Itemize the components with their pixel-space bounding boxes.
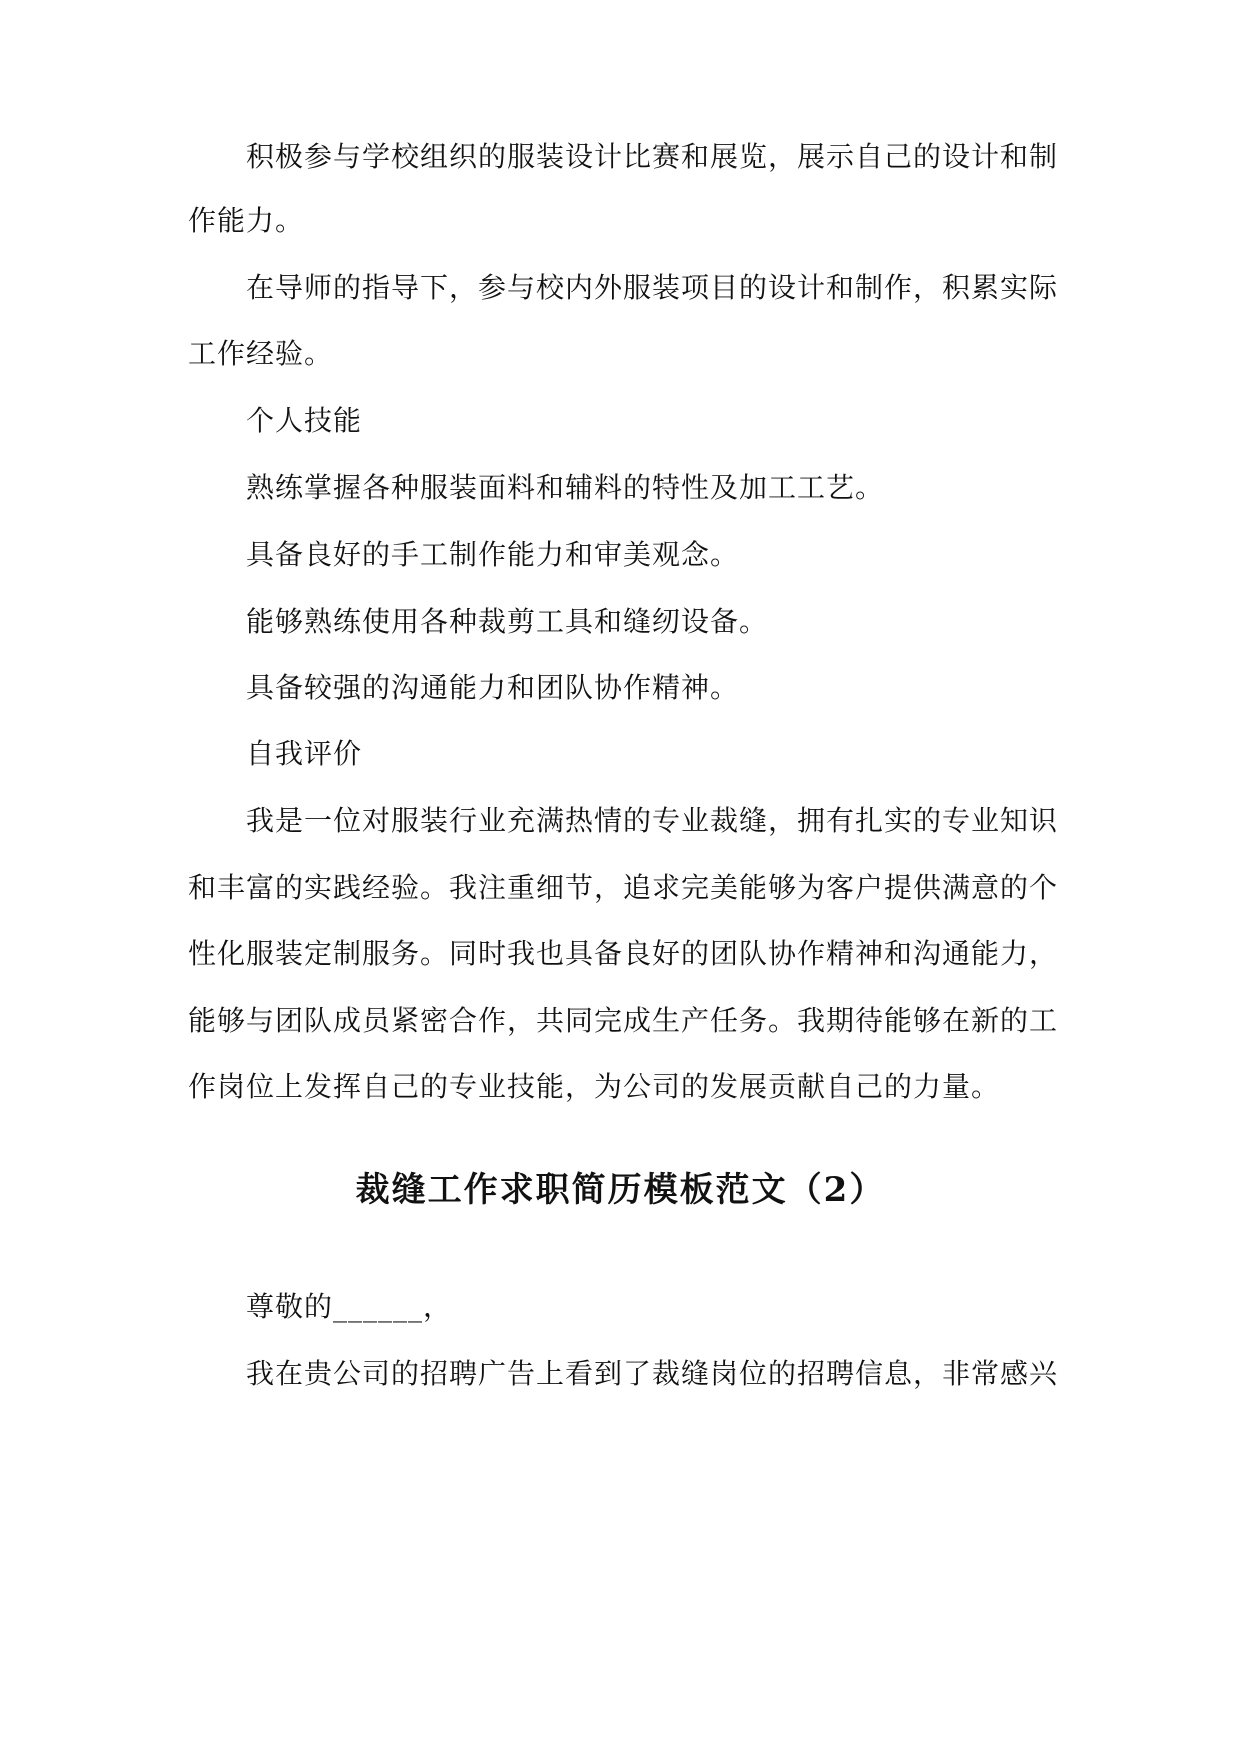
paragraph-line: 工作经验。	[188, 337, 334, 370]
paragraph-line: 我是一位对服装行业充满热情的专业裁缝，拥有扎实的专业知识	[246, 804, 1059, 837]
skill-item: 熟练掌握各种服装面料和辅料的特性及加工工艺。	[246, 471, 885, 504]
skill-item: 具备较强的沟通能力和团队协作精神。	[246, 671, 740, 704]
paragraph-line: 在导师的指导下，参与校内外服装项目的设计和制作，积累实际	[246, 271, 1059, 304]
document-heading: 裁缝工作求职简历模板范文（2）	[355, 1170, 886, 1210]
paragraph-line: 作岗位上发挥自己的专业技能，为公司的发展贡献自己的力量。	[188, 1070, 1001, 1103]
skill-item: 具备良好的手工制作能力和审美观念。	[246, 538, 740, 571]
paragraph-line: 和丰富的实践经验。我注重细节，追求完美能够为客户提供满意的个	[188, 871, 1059, 904]
paragraph-line: 能够与团队成员紧密合作，共同完成生产任务。我期待能够在新的工	[188, 1004, 1059, 1037]
paragraph-line: 性化服装定制服务。同时我也具备良好的团队协作精神和沟通能力，	[188, 937, 1059, 970]
paragraph-line: 作能力。	[188, 204, 305, 237]
salutation: 尊敬的______，	[246, 1290, 453, 1323]
section-label-self-evaluation: 自我评价	[246, 737, 363, 770]
section-label-skills: 个人技能	[246, 404, 363, 437]
paragraph-line: 我在贵公司的招聘广告上看到了裁缝岗位的招聘信息，非常感兴	[246, 1357, 1059, 1390]
skill-item: 能够熟练使用各种裁剪工具和缝纫设备。	[246, 605, 769, 638]
paragraph-line: 积极参与学校组织的服装设计比赛和展览，展示自己的设计和制	[246, 140, 1059, 173]
